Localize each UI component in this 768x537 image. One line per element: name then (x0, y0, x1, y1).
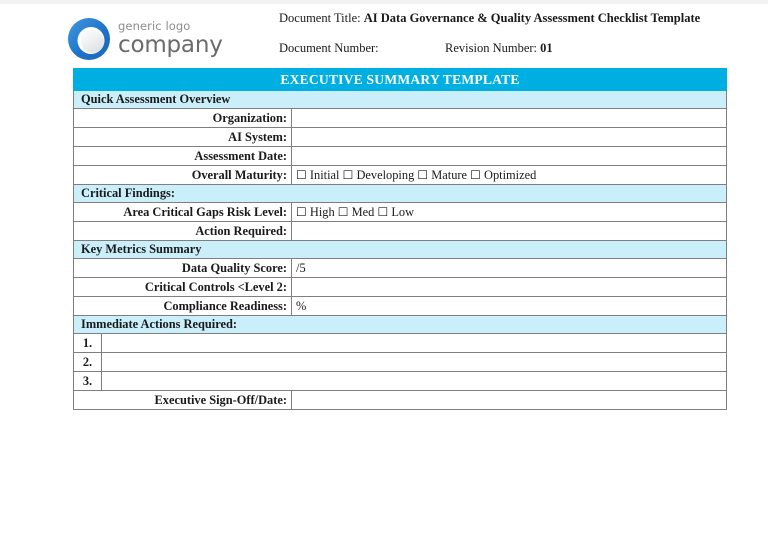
document-title-label: Document Title: (279, 11, 361, 25)
field-value-cell[interactable]: % (292, 297, 727, 316)
checkbox-option[interactable] (296, 205, 335, 219)
field-value-cell[interactable] (292, 166, 727, 185)
revision-number-value: 01 (540, 41, 553, 55)
document-number-label: Document Number: (279, 41, 379, 55)
numbered-action-row (74, 353, 727, 372)
field-row (74, 147, 727, 166)
field-label: Action Required: (74, 222, 292, 241)
field-label: Overall Maturity: (74, 166, 292, 185)
field-value-cell[interactable] (292, 109, 727, 128)
table-title-row (74, 69, 727, 91)
checkbox-option[interactable] (343, 168, 415, 182)
checkbox-label: High (309, 204, 335, 219)
checkbox-option[interactable] (377, 205, 414, 219)
section-header-row (74, 241, 727, 259)
checkbox-option[interactable] (338, 205, 375, 219)
checkbox-label: Med (351, 204, 375, 219)
field-value-cell[interactable] (292, 147, 727, 166)
document-title-value: AI Data Governance & Quality Assessment Checklist Template (363, 11, 701, 25)
action-number: 2. (74, 353, 102, 372)
checkbox-icon[interactable]: ☐ (342, 167, 354, 182)
revision-number-label: Revision Number: (445, 41, 538, 55)
field-row (74, 128, 727, 147)
logo-company-name: company (118, 31, 223, 58)
field-row (74, 222, 727, 241)
field-value-cell[interactable]: /5 (292, 259, 727, 278)
action-value-cell[interactable] (102, 334, 727, 353)
field-row (74, 259, 727, 278)
logo-tagline: generic logo (118, 19, 191, 34)
field-row (74, 203, 727, 222)
field-row (74, 109, 727, 128)
document-title-line (279, 11, 700, 26)
action-number: 3. (74, 372, 102, 391)
checkbox-label: Initial (309, 167, 340, 182)
executive-summary-table-body (74, 69, 727, 410)
section-heading: Key Metrics Summary (74, 241, 727, 259)
section-heading: Critical Findings: (74, 185, 727, 203)
checkbox-label: Developing (356, 167, 415, 182)
field-label: AI System: (74, 128, 292, 147)
field-label: Executive Sign-Off/Date: (74, 391, 292, 410)
field-value-cell[interactable] (292, 203, 727, 222)
document-number-line (279, 41, 379, 56)
section-header-row (74, 316, 727, 334)
checkbox-label: Mature (431, 167, 468, 182)
field-label: Area Critical Gaps Risk Level: (74, 203, 292, 222)
field-label: Organization: (74, 109, 292, 128)
field-label: Critical Controls <Level 2: (74, 278, 292, 297)
field-row (74, 297, 727, 316)
field-label: Compliance Readiness: (74, 297, 292, 316)
checkbox-icon[interactable]: ☐ (296, 204, 307, 219)
action-number: 1. (74, 334, 102, 353)
document-header (0, 4, 768, 66)
field-row (74, 391, 727, 410)
section-heading: Immediate Actions Required: (74, 316, 727, 334)
checkbox-icon[interactable]: ☐ (417, 167, 429, 182)
checkbox-icon[interactable]: ☐ (377, 204, 389, 219)
section-header-row (74, 91, 727, 109)
field-value-cell[interactable] (292, 222, 727, 241)
circle-logo-icon (66, 16, 112, 62)
numbered-action-row (74, 334, 727, 353)
checkbox-label: Optimized (484, 167, 537, 182)
checkbox-icon[interactable]: ☐ (470, 167, 481, 182)
revision-number-line (445, 41, 553, 56)
section-header-row (74, 185, 727, 203)
field-row (74, 278, 727, 297)
checkbox-option[interactable] (470, 168, 536, 182)
action-value-cell[interactable] (102, 353, 727, 372)
field-value-cell[interactable] (292, 278, 727, 297)
checkbox-icon[interactable]: ☐ (337, 204, 349, 219)
table-title: EXECUTIVE SUMMARY TEMPLATE (74, 69, 727, 91)
checkbox-icon[interactable]: ☐ (296, 167, 307, 182)
executive-summary-table (73, 68, 727, 410)
field-value-cell[interactable] (292, 391, 727, 410)
numbered-action-row (74, 372, 727, 391)
action-value-cell[interactable] (102, 372, 727, 391)
field-row (74, 166, 727, 185)
field-value-cell[interactable] (292, 128, 727, 147)
field-label: Data Quality Score: (74, 259, 292, 278)
checkbox-option[interactable] (417, 168, 467, 182)
company-logo (66, 16, 223, 62)
checkbox-label: Low (391, 204, 415, 219)
checkbox-option[interactable] (296, 168, 339, 182)
section-heading: Quick Assessment Overview (74, 91, 727, 109)
field-label: Assessment Date: (74, 147, 292, 166)
